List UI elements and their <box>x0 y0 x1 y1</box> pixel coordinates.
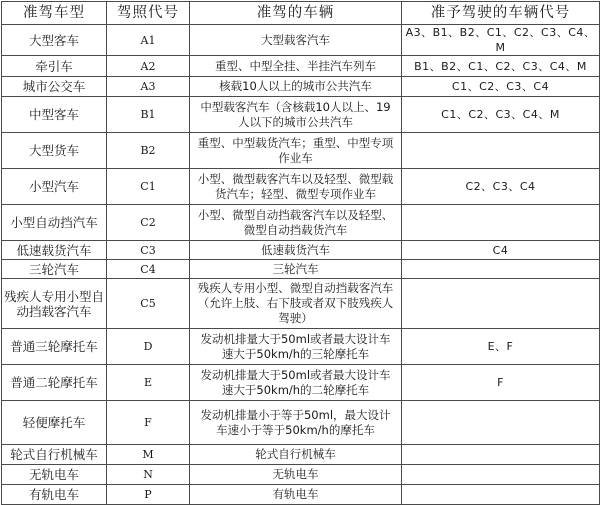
table-row <box>2 77 600 97</box>
permitted-codes-cell: F <box>402 365 600 401</box>
permitted-vehicles-cell: 重型、中型载货汽车；重型、中型专项作业车 <box>190 133 402 169</box>
permitted-vehicles-cell: 小型、微型载客汽车以及轻型、微型载货汽车；轻型、微型专项作业车 <box>190 169 402 205</box>
license-code-cell: C3 <box>107 241 190 260</box>
vehicle-class-cell: 无轨电车 <box>2 465 107 485</box>
vehicle-class-cell: 大型客车 <box>2 25 107 56</box>
vehicle-class-cell: 小型自动挡汽车 <box>2 205 107 241</box>
header-license-code: 驾照代号 <box>107 2 190 25</box>
permitted-codes-cell: B1、B2、C1、C2、C3、C4、M <box>402 56 600 77</box>
table-row <box>2 279 600 329</box>
permitted-codes-cell: E、F <box>402 329 600 365</box>
license-code-cell: D <box>107 329 190 365</box>
permitted-vehicles-cell: 发动机排量大于50ml或者最大设计车速大于50km/h的二轮摩托车 <box>190 365 402 401</box>
permitted-codes-cell <box>402 279 600 329</box>
permitted-vehicles-cell: 核载10人以上的城市公共汽车 <box>190 77 402 97</box>
permitted-codes-cell <box>402 133 600 169</box>
table-row <box>2 365 600 401</box>
license-code-cell: N <box>107 465 190 485</box>
permitted-codes-cell: A3、B1、B2、C1、C2、C3、C4、M <box>402 25 600 56</box>
license-code-cell: C5 <box>107 279 190 329</box>
table-row <box>2 97 600 133</box>
table-row <box>2 260 600 279</box>
permitted-codes-cell: C4 <box>402 241 600 260</box>
permitted-codes-cell: C1、C2、C3、C4、M <box>402 97 600 133</box>
permitted-vehicles-cell: 轮式自行机械车 <box>190 445 402 465</box>
header-permitted-vehicles: 准驾的车辆 <box>190 2 402 25</box>
vehicle-class-cell: 残疾人专用小型自动挡载客汽车 <box>2 279 107 329</box>
permitted-codes-cell <box>402 445 600 465</box>
license-code-cell: F <box>107 401 190 445</box>
permitted-codes-cell: C2、C3、C4 <box>402 169 600 205</box>
permitted-codes-cell <box>402 465 600 485</box>
permitted-vehicles-cell: 中型载客汽车（含核载10人以上、19人以下的城市公共汽车 <box>190 97 402 133</box>
license-code-cell: P <box>107 485 190 505</box>
vehicle-class-cell: 普通二轮摩托车 <box>2 365 107 401</box>
table-header-row <box>2 2 600 25</box>
permitted-vehicles-cell: 残疾人专用小型、微型自动挡载客汽车（允许上肢、右下肢或者双下肢残疾人驾驶） <box>190 279 402 329</box>
table-row <box>2 329 600 365</box>
table-row <box>2 485 600 505</box>
header-permitted-codes: 准予驾驶的车辆代号 <box>402 2 600 25</box>
license-code-cell: M <box>107 445 190 465</box>
license-code-cell: B1 <box>107 97 190 133</box>
vehicle-class-cell: 轻便摩托车 <box>2 401 107 445</box>
vehicle-class-cell: 中型客车 <box>2 97 107 133</box>
table-row <box>2 445 600 465</box>
permitted-vehicles-cell: 小型、微型自动挡载客汽车以及轻型、微型自动挡载货汽车 <box>190 205 402 241</box>
permitted-codes-cell <box>402 401 600 445</box>
table-row <box>2 56 600 77</box>
permitted-codes-cell <box>402 485 600 505</box>
table-row <box>2 25 600 56</box>
table-row <box>2 133 600 169</box>
vehicle-class-cell: 轮式自行机械车 <box>2 445 107 465</box>
license-class-table <box>1 1 600 505</box>
vehicle-class-cell: 小型汽车 <box>2 169 107 205</box>
license-code-cell: E <box>107 365 190 401</box>
vehicle-class-cell: 大型货车 <box>2 133 107 169</box>
license-code-cell: A1 <box>107 25 190 56</box>
license-code-cell: A3 <box>107 77 190 97</box>
vehicle-class-cell: 三轮汽车 <box>2 260 107 279</box>
license-code-cell: C1 <box>107 169 190 205</box>
license-code-cell: C2 <box>107 205 190 241</box>
license-code-cell: A2 <box>107 56 190 77</box>
permitted-vehicles-cell: 大型载客汽车 <box>190 25 402 56</box>
permitted-vehicles-cell: 三轮汽车 <box>190 260 402 279</box>
table-row <box>2 205 600 241</box>
permitted-codes-cell: C1、C2、C3、C4 <box>402 77 600 97</box>
vehicle-class-cell: 普通三轮摩托车 <box>2 329 107 365</box>
vehicle-class-cell: 城市公交车 <box>2 77 107 97</box>
license-code-cell: C4 <box>107 260 190 279</box>
permitted-vehicles-cell: 重型、中型全挂、半挂汽车列车 <box>190 56 402 77</box>
header-vehicle-class: 准驾车型 <box>2 2 107 25</box>
table-row <box>2 169 600 205</box>
permitted-codes-cell <box>402 205 600 241</box>
license-code-cell: B2 <box>107 133 190 169</box>
permitted-vehicles-cell: 发动机排量小于等于50ml，最大设计车速小于等于50km/h的摩托车 <box>190 401 402 445</box>
permitted-vehicles-cell: 发动机排量大于50ml或者最大设计车速大于50km/h的三轮摩托车 <box>190 329 402 365</box>
permitted-vehicles-cell: 有轨电车 <box>190 485 402 505</box>
table-row <box>2 241 600 260</box>
vehicle-class-cell: 低速载货汽车 <box>2 241 107 260</box>
vehicle-class-cell: 牵引车 <box>2 56 107 77</box>
permitted-vehicles-cell: 低速载货汽车 <box>190 241 402 260</box>
table-row <box>2 465 600 485</box>
permitted-codes-cell <box>402 260 600 279</box>
table-row <box>2 401 600 445</box>
vehicle-class-cell: 有轨电车 <box>2 485 107 505</box>
permitted-vehicles-cell: 无轨电车 <box>190 465 402 485</box>
